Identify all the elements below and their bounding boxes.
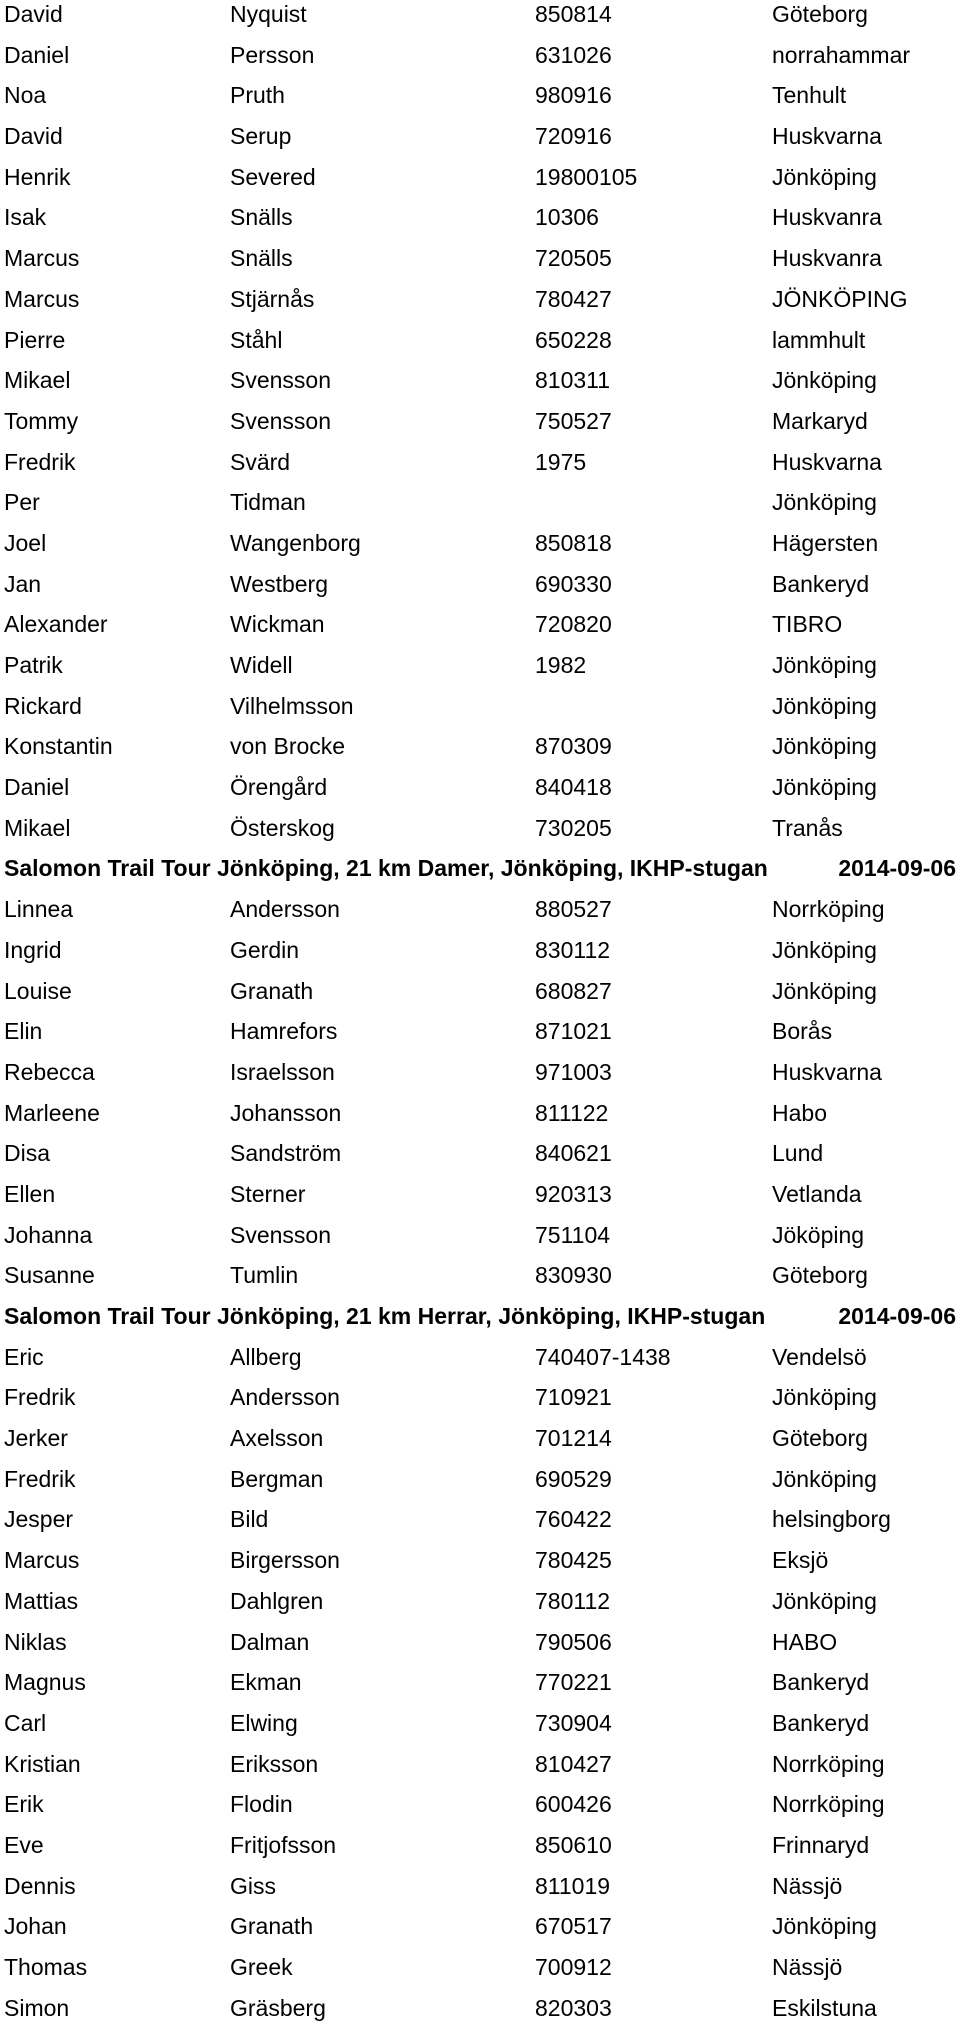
first-name-cell: David: [4, 123, 63, 150]
last-name-cell: Wickman: [230, 611, 325, 638]
city-cell: Nässjö: [772, 1872, 843, 1899]
first-name-cell: Rickard: [4, 692, 82, 719]
first-name-cell: Thomas: [4, 1954, 88, 1980]
first-name-cell: Mikael: [4, 367, 71, 394]
participant-row: [0, 732, 960, 773]
participant-row: [0, 1628, 960, 1669]
last-name-cell: Sterner: [230, 1180, 306, 1207]
participant-row: [0, 1343, 960, 1384]
last-name-cell: Sandström: [230, 1140, 342, 1167]
participant-row: [0, 1261, 960, 1302]
city-cell: Eksjö: [772, 1547, 829, 1574]
last-name-cell: Widell: [230, 652, 293, 678]
birth-id-cell: 760422: [535, 1506, 612, 1533]
first-name-cell: Carl: [4, 1709, 47, 1736]
birth-id-cell: 710921: [535, 1384, 612, 1411]
birth-id-cell: 740407-1438: [535, 1343, 671, 1370]
last-name-cell: Ståhl: [230, 326, 283, 353]
first-name-cell: Linnea: [4, 896, 74, 923]
city-cell: Vendelsö: [772, 1343, 867, 1370]
first-name-cell: Eric: [4, 1343, 44, 1370]
participant-row: [0, 203, 960, 244]
city-cell: Bankeryd: [772, 1669, 870, 1696]
first-name-cell: Fredrik: [4, 1384, 76, 1411]
birth-id-cell: 850818: [535, 529, 612, 556]
city-cell: TIBRO: [772, 611, 843, 638]
participant-row: [0, 1099, 960, 1140]
first-name-cell: Susanne: [4, 1262, 95, 1289]
last-name-cell: Serup: [230, 123, 292, 150]
birth-id-cell: 830930: [535, 1262, 612, 1289]
first-name-cell: Pierre: [4, 326, 66, 353]
city-cell: Jönköping: [772, 977, 877, 1004]
first-name-cell: Daniel: [4, 41, 70, 68]
participant-row: [0, 773, 960, 814]
city-cell: Jönköping: [772, 1384, 877, 1411]
participant-row: [0, 81, 960, 122]
participant-row: [0, 41, 960, 82]
first-name-cell: Marcus: [4, 1547, 80, 1574]
first-name-cell: Fredrik: [4, 448, 76, 475]
last-name-cell: Elwing: [230, 1709, 298, 1736]
last-name-cell: Fritjofsson: [230, 1831, 337, 1858]
birth-id-cell: 700912: [535, 1954, 612, 1980]
first-name-cell: Kristian: [4, 1750, 81, 1777]
city-cell: JÖNKÖPING: [772, 285, 908, 312]
city-cell: Göteborg: [772, 1, 868, 27]
first-name-cell: Eve: [4, 1831, 44, 1858]
birth-id-cell: 720505: [535, 245, 612, 272]
first-name-cell: Simon: [4, 1994, 70, 2021]
participant-row: [0, 366, 960, 407]
last-name-cell: Vilhelmsson: [230, 692, 354, 719]
first-name-cell: Noa: [4, 82, 47, 109]
city-cell: lammhult: [772, 326, 866, 353]
city-cell: Nässjö: [772, 1954, 843, 1980]
city-cell: HABO: [772, 1628, 838, 1655]
birth-id-cell: 730205: [535, 814, 612, 841]
participant-row: [0, 1750, 960, 1791]
participant-row: [0, 1872, 960, 1913]
last-name-cell: Tumlin: [230, 1262, 299, 1289]
participant-row: [0, 1221, 960, 1262]
section-title: Salomon Trail Tour Jönköping, 21 km Damer, Jönköping, IKHP-stugan: [4, 855, 768, 882]
last-name-cell: Wangenborg: [230, 529, 361, 556]
birth-id-cell: 811019: [535, 1872, 611, 1899]
city-cell: Frinnaryd: [772, 1831, 870, 1858]
birth-id-cell: 720820: [535, 611, 612, 638]
first-name-cell: Louise: [4, 977, 72, 1004]
first-name-cell: Jerker: [4, 1425, 68, 1452]
birth-id-cell: 871021: [535, 1018, 612, 1045]
last-name-cell: Greek: [230, 1954, 293, 1980]
birth-id-cell: 690529: [535, 1465, 612, 1492]
first-name-cell: Ingrid: [4, 936, 62, 963]
birth-id-cell: 631026: [535, 41, 612, 68]
first-name-cell: Magnus: [4, 1669, 86, 1696]
last-name-cell: Persson: [230, 41, 315, 68]
first-name-cell: Ellen: [4, 1180, 56, 1207]
city-cell: Jönköping: [772, 733, 877, 760]
last-name-cell: Stjärnås: [230, 285, 315, 312]
participant-row: [0, 1139, 960, 1180]
birth-id-cell: 780425: [535, 1547, 612, 1574]
first-name-cell: Disa: [4, 1140, 51, 1167]
birth-id-cell: 680827: [535, 977, 612, 1004]
birth-id-cell: 790506: [535, 1628, 612, 1655]
participant-row: [0, 1180, 960, 1221]
city-cell: Bankeryd: [772, 1709, 870, 1736]
birth-id-cell: 10306: [535, 204, 599, 231]
last-name-cell: Nyquist: [230, 1, 307, 27]
birth-id-cell: 850610: [535, 1831, 612, 1858]
last-name-cell: Dalman: [230, 1628, 310, 1655]
city-cell: Hägersten: [772, 529, 879, 556]
participant-row: [0, 1383, 960, 1424]
participant-row: [0, 1668, 960, 1709]
last-name-cell: Westberg: [230, 570, 329, 597]
participant-row: [0, 692, 960, 733]
section-title: Salomon Trail Tour Jönköping, 21 km Herrar, Jönköping, IKHP-stugan: [4, 1303, 766, 1329]
first-name-cell: Johanna: [4, 1221, 93, 1248]
first-name-cell: Dennis: [4, 1872, 76, 1899]
first-name-cell: Mattias: [4, 1587, 79, 1614]
section-header-row: [0, 854, 960, 895]
city-cell: Bankeryd: [772, 570, 870, 597]
participant-row: [0, 1546, 960, 1587]
last-name-cell: Bild: [230, 1506, 269, 1533]
last-name-cell: Granath: [230, 1913, 314, 1940]
first-name-cell: Jesper: [4, 1506, 74, 1533]
last-name-cell: Allberg: [230, 1343, 302, 1370]
birth-id-cell: 730904: [535, 1709, 612, 1736]
last-name-cell: Gräsberg: [230, 1994, 326, 2021]
city-cell: Tenhult: [772, 82, 847, 109]
participant-row: [0, 326, 960, 367]
birth-id-cell: 19800105: [535, 163, 638, 190]
birth-id-cell: 690330: [535, 570, 612, 597]
first-name-cell: Per: [4, 489, 40, 516]
birth-id-cell: 840621: [535, 1140, 612, 1167]
last-name-cell: Tidman: [230, 489, 306, 516]
last-name-cell: Svensson: [230, 407, 332, 434]
city-cell: Jönköping: [772, 1465, 877, 1492]
last-name-cell: Örengård: [230, 774, 328, 801]
last-name-cell: Andersson: [230, 1384, 340, 1411]
participant-row: [0, 407, 960, 448]
city-cell: Lund: [772, 1140, 824, 1167]
last-name-cell: Svärd: [230, 448, 291, 475]
city-cell: Habo: [772, 1099, 827, 1126]
last-name-cell: Snälls: [230, 245, 293, 272]
birth-id-cell: 750527: [535, 407, 612, 434]
participant-row: [0, 814, 960, 855]
birth-id-cell: 850814: [535, 1, 612, 27]
last-name-cell: Axelsson: [230, 1425, 324, 1452]
birth-id-cell: 870309: [535, 733, 612, 760]
last-name-cell: Israelsson: [230, 1058, 335, 1085]
section-header-row: [0, 1302, 960, 1343]
city-cell: Huskvarna: [772, 448, 882, 475]
city-cell: Jönköping: [772, 652, 877, 678]
first-name-cell: Jan: [4, 570, 42, 597]
participant-row: [0, 122, 960, 163]
participant-row: [0, 1587, 960, 1628]
city-cell: Borås: [772, 1018, 833, 1045]
birth-id-cell: 811122: [535, 1099, 609, 1126]
birth-id-cell: 720916: [535, 123, 612, 150]
participant-row: [0, 895, 960, 936]
city-cell: Huskvanra: [772, 245, 882, 272]
last-name-cell: von Brocke: [230, 733, 346, 760]
birth-id-cell: 810427: [535, 1750, 612, 1777]
first-name-cell: Elin: [4, 1018, 43, 1045]
first-name-cell: Johan: [4, 1913, 67, 1940]
birth-id-cell: 820303: [535, 1994, 612, 2021]
first-name-cell: Rebecca: [4, 1058, 95, 1085]
city-cell: helsingborg: [772, 1506, 891, 1533]
participant-row: [0, 651, 960, 692]
city-cell: Jönköping: [772, 1913, 877, 1940]
participant-row: [0, 163, 960, 204]
first-name-cell: Fredrik: [4, 1465, 76, 1492]
participant-row: [0, 1465, 960, 1506]
city-cell: Jönköping: [772, 367, 877, 394]
city-cell: Markaryd: [772, 407, 868, 434]
birth-id-cell: 780427: [535, 285, 612, 312]
first-name-cell: Joel: [4, 529, 47, 556]
first-name-cell: Patrik: [4, 652, 63, 678]
participant-row: [0, 1017, 960, 1058]
city-cell: Jönköping: [772, 163, 877, 190]
city-cell: Vetlanda: [772, 1180, 862, 1207]
birth-id-cell: 770221: [535, 1669, 612, 1696]
participant-row: [0, 1790, 960, 1831]
participant-row: [0, 244, 960, 285]
last-name-cell: Granath: [230, 977, 314, 1004]
city-cell: Eskilstuna: [772, 1994, 877, 2021]
birth-id-cell: 830112: [535, 936, 611, 963]
participant-row: [0, 1505, 960, 1546]
participant-row: [0, 977, 960, 1018]
first-name-cell: Erik: [4, 1791, 44, 1818]
city-cell: Huskvarna: [772, 1058, 882, 1085]
birth-id-cell: 1975: [535, 448, 587, 475]
participant-row: [0, 0, 960, 41]
city-cell: Huskvarna: [772, 123, 882, 150]
birth-id-cell: 971003: [535, 1058, 612, 1085]
participant-row: [0, 1831, 960, 1872]
city-cell: Göteborg: [772, 1425, 868, 1452]
participant-row: [0, 488, 960, 529]
participant-row: [0, 610, 960, 651]
last-name-cell: Svensson: [230, 367, 332, 394]
city-cell: Jönköping: [772, 1587, 877, 1614]
last-name-cell: Dahlgren: [230, 1587, 324, 1614]
city-cell: Norrköping: [772, 1750, 885, 1777]
participant-row: [0, 1953, 960, 1994]
city-cell: Jönköping: [772, 936, 877, 963]
city-cell: Jönköping: [772, 489, 877, 516]
participant-row: [0, 570, 960, 611]
section-date: 2014-09-06: [838, 855, 956, 882]
participant-row: [0, 936, 960, 977]
birth-id-cell: 980916: [535, 82, 612, 109]
participant-row: [0, 1994, 960, 2034]
first-name-cell: Henrik: [4, 163, 71, 190]
city-cell: Jönköping: [772, 692, 877, 719]
last-name-cell: Snälls: [230, 204, 293, 231]
last-name-cell: Andersson: [230, 896, 340, 923]
last-name-cell: Pruth: [230, 82, 285, 109]
last-name-cell: Severed: [230, 163, 316, 190]
participant-row: [0, 1058, 960, 1099]
city-cell: Tranås: [772, 814, 843, 841]
participant-row: [0, 1424, 960, 1465]
first-name-cell: Konstantin: [4, 733, 113, 760]
last-name-cell: Bergman: [230, 1465, 324, 1492]
city-cell: Norrköping: [772, 1791, 885, 1818]
birth-id-cell: 810311: [535, 367, 611, 394]
last-name-cell: Svensson: [230, 1221, 332, 1248]
birth-id-cell: 920313: [535, 1180, 612, 1207]
city-cell: Göteborg: [772, 1262, 868, 1289]
birth-id-cell: 751104: [535, 1221, 611, 1248]
last-name-cell: Gerdin: [230, 936, 300, 963]
birth-id-cell: 1982: [535, 652, 587, 678]
last-name-cell: Hamrefors: [230, 1018, 338, 1045]
section-date: 2014-09-06: [838, 1303, 956, 1329]
birth-id-cell: 670517: [535, 1913, 612, 1940]
last-name-cell: Birgersson: [230, 1547, 340, 1574]
birth-id-cell: 840418: [535, 774, 612, 801]
first-name-cell: David: [4, 1, 63, 27]
city-cell: Norrköping: [772, 896, 885, 923]
last-name-cell: Ekman: [230, 1669, 302, 1696]
last-name-cell: Giss: [230, 1872, 276, 1899]
participant-row: [0, 1912, 960, 1953]
last-name-cell: Österskog: [230, 814, 335, 841]
participant-row: [0, 285, 960, 326]
participant-row: [0, 1709, 960, 1750]
last-name-cell: Eriksson: [230, 1750, 319, 1777]
birth-id-cell: 600426: [535, 1791, 612, 1818]
city-cell: Jököping: [772, 1221, 865, 1248]
first-name-cell: Isak: [4, 204, 47, 231]
city-cell: Jönköping: [772, 774, 877, 801]
participant-row: [0, 529, 960, 570]
first-name-cell: Marleene: [4, 1099, 100, 1126]
last-name-cell: Johansson: [230, 1099, 342, 1126]
first-name-cell: Mikael: [4, 814, 71, 841]
first-name-cell: Tommy: [4, 407, 79, 434]
birth-id-cell: 880527: [535, 896, 612, 923]
first-name-cell: Marcus: [4, 245, 80, 272]
last-name-cell: Flodin: [230, 1791, 293, 1818]
first-name-cell: Daniel: [4, 774, 70, 801]
city-cell: Huskvanra: [772, 204, 882, 231]
city-cell: norrahammar: [772, 41, 911, 68]
birth-id-cell: 780112: [535, 1587, 611, 1614]
birth-id-cell: 650228: [535, 326, 612, 353]
birth-id-cell: 701214: [535, 1425, 612, 1452]
first-name-cell: Niklas: [4, 1628, 67, 1655]
first-name-cell: Alexander: [4, 611, 108, 638]
participant-row: [0, 448, 960, 489]
first-name-cell: Marcus: [4, 285, 80, 312]
